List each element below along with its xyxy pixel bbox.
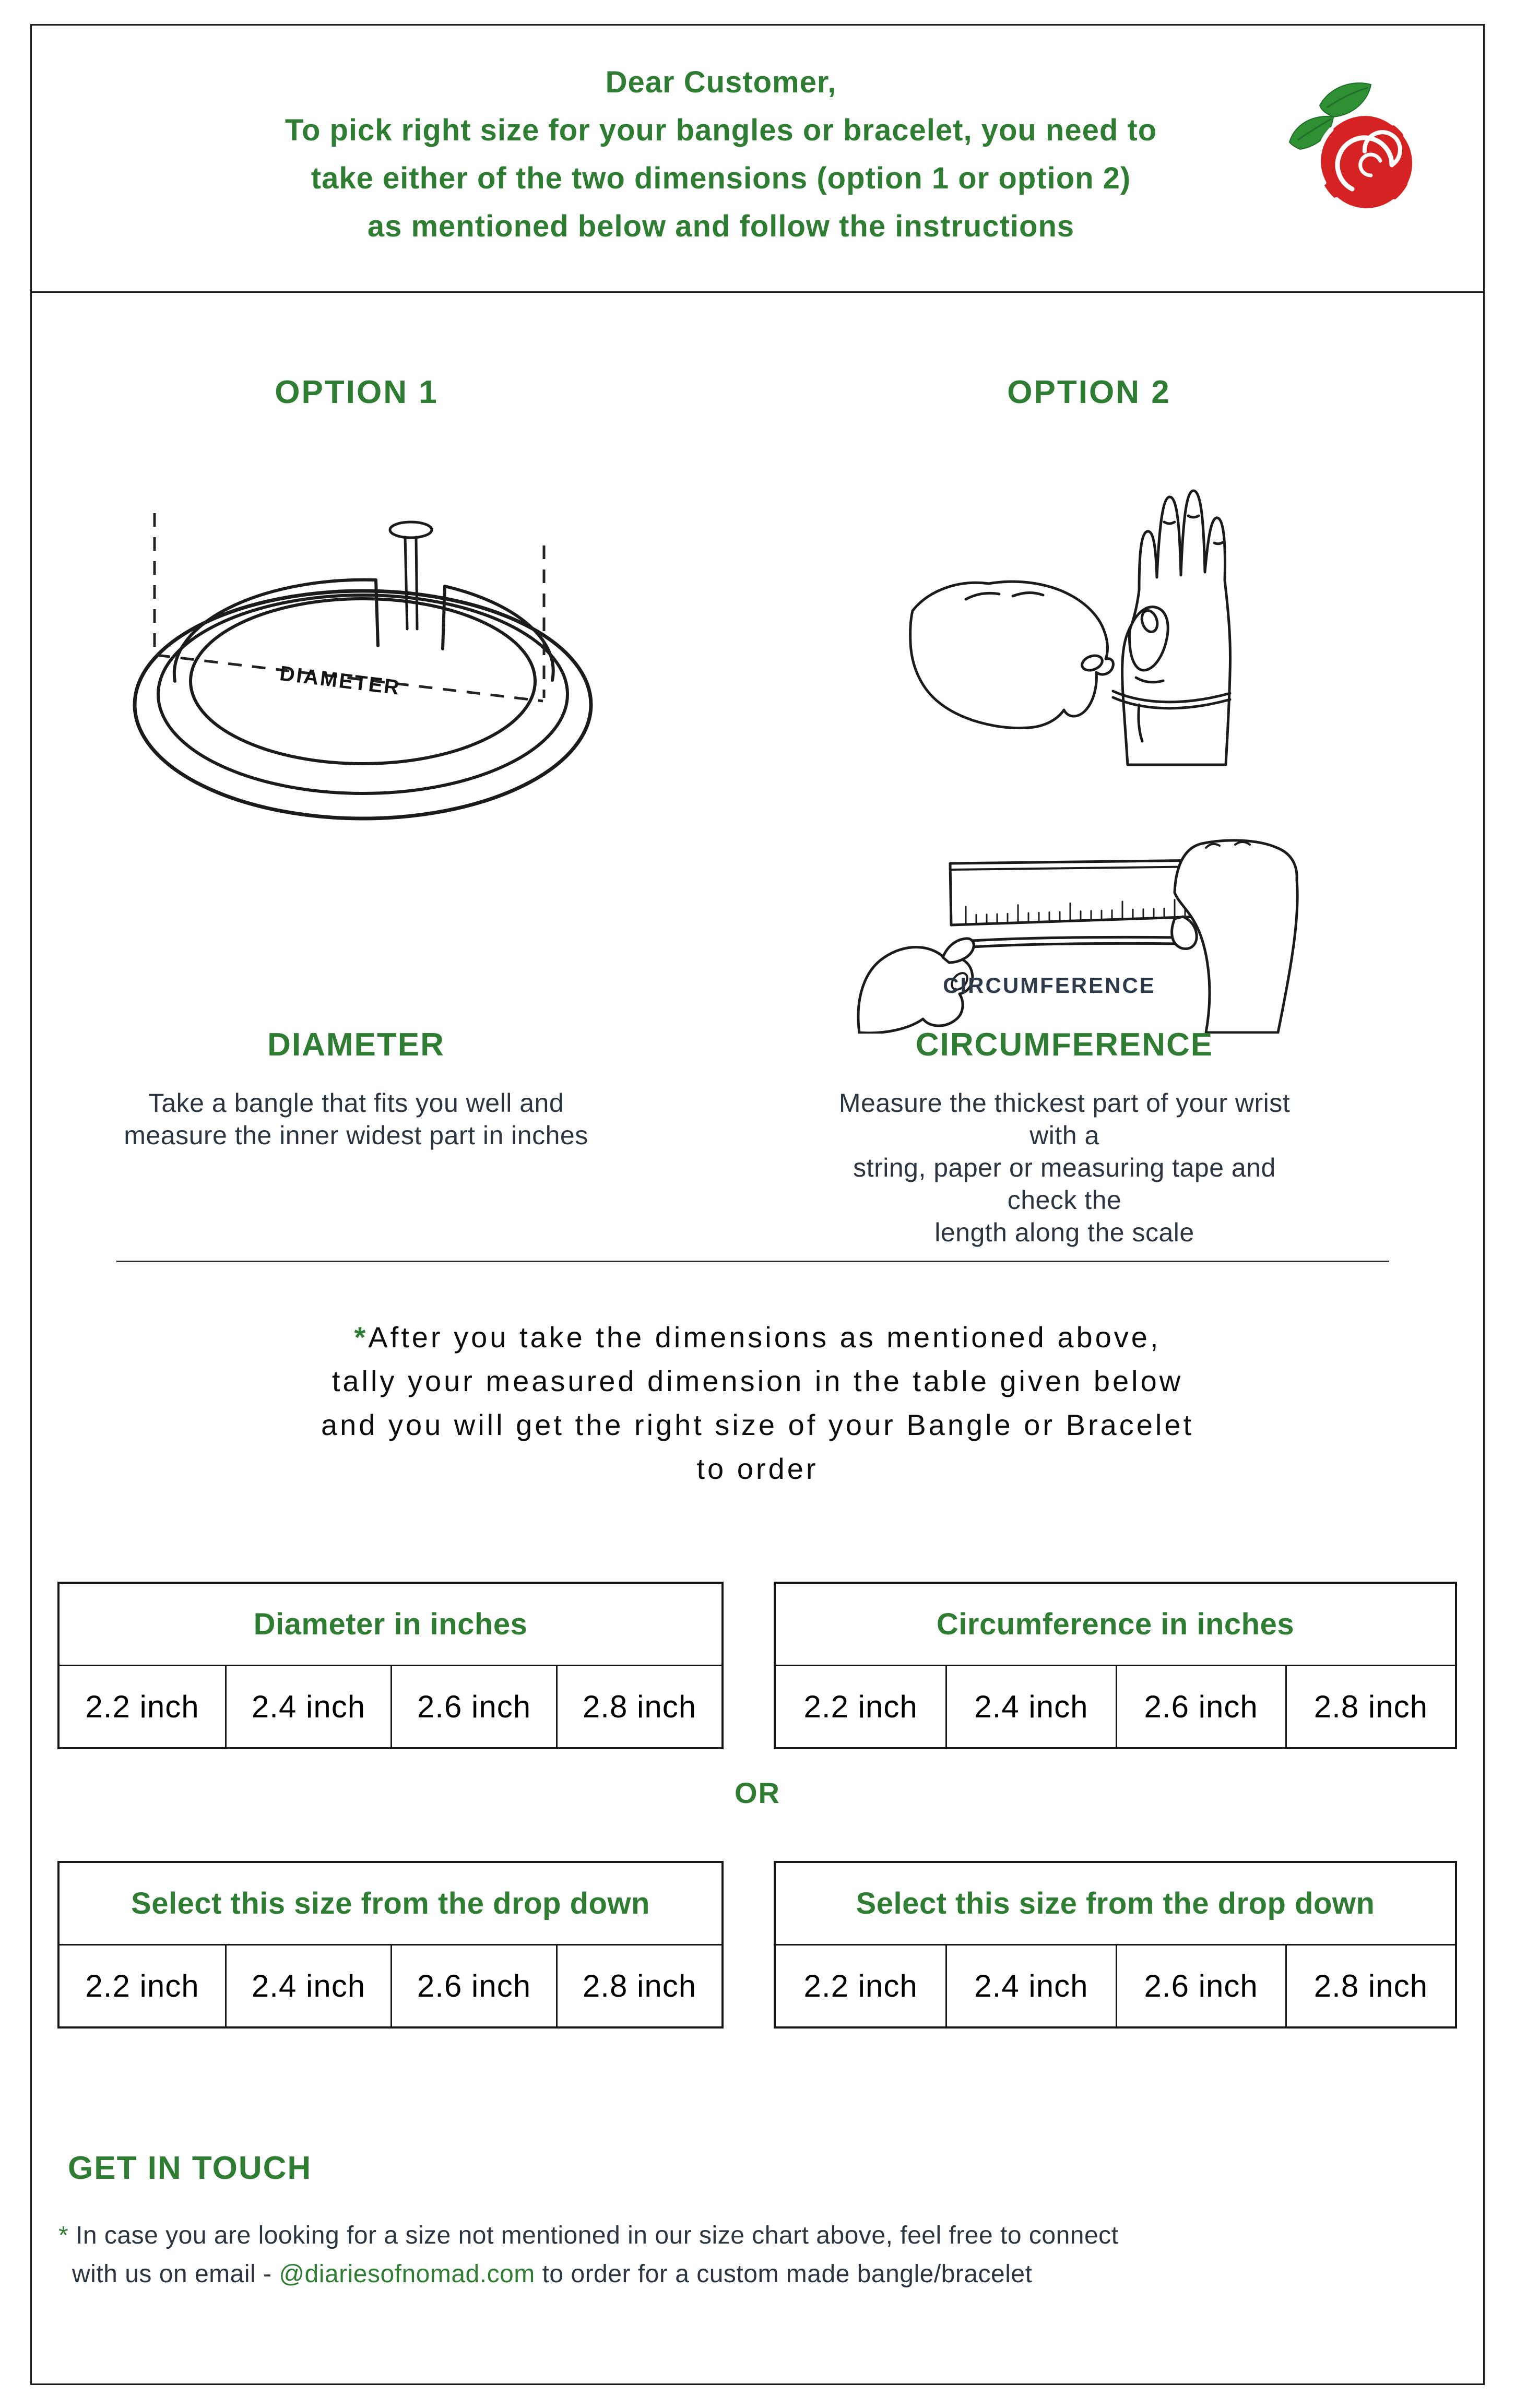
contact-note xyxy=(58,2216,1395,2294)
header-divider xyxy=(30,291,1485,293)
header-line-4: as mentioned below and follow the instructions xyxy=(367,209,1075,243)
size-cell: 2.8 inch xyxy=(556,1666,721,1747)
size-cell: 2.6 inch xyxy=(1116,1666,1285,1747)
header-line-1: Dear Customer, xyxy=(605,65,837,99)
size-cell: 2.2 inch xyxy=(803,1689,918,1724)
mid-divider xyxy=(116,1261,1389,1262)
size-cell: 2.6 inch xyxy=(1116,1946,1285,2026)
circumference-illustration-label: CIRCUMFERENCE xyxy=(943,973,1156,998)
dropdown-table-header: Select this size from the drop down xyxy=(776,1863,1455,1946)
option1-title: OPTION 1 xyxy=(275,374,439,410)
note-asterisk: * xyxy=(354,1321,369,1354)
diameter-description xyxy=(121,1087,591,1152)
circumference-desc-line2: string, paper or measuring tape and check the xyxy=(853,1153,1276,1215)
contact-email-link[interactable]: @diariesofnomad.com xyxy=(279,2260,535,2288)
size-cell: 2.6 inch xyxy=(390,1946,556,2026)
diameter-desc-line1: Take a bangle that fits you well and xyxy=(148,1088,564,1118)
wrist-string-illustration xyxy=(903,459,1258,770)
circumference-desc-line1: Measure the thickest part of your wrist with a xyxy=(838,1088,1291,1150)
size-cell: 2.4 inch xyxy=(225,1666,390,1747)
circumference-desc-line3: length along the scale xyxy=(934,1218,1194,1247)
ruler-circumference-illustration xyxy=(841,830,1326,1036)
option2-title: OPTION 2 xyxy=(1007,374,1171,410)
note-line-4: to order xyxy=(696,1452,819,1485)
size-cell: 2.2 inch xyxy=(85,1968,199,2003)
header-message xyxy=(0,58,1442,251)
header-line-3: take either of the two dimensions (option 1 or option 2) xyxy=(311,161,1131,195)
size-cell: 2.6 inch xyxy=(390,1666,556,1747)
contact-line-1: * In case you are looking for a size not mentioned in our size chart above, feel free to connect xyxy=(58,2222,1119,2249)
diameter-heading: DIAMETER xyxy=(267,1027,445,1063)
size-cell: 2.4 inch xyxy=(945,1666,1115,1747)
note-line-2: tally your measured dimension in the table given below xyxy=(332,1365,1183,1397)
rose-logo-icon xyxy=(1269,73,1425,227)
dropdown-table-header: Select this size from the drop down xyxy=(60,1863,721,1946)
get-in-touch-heading: GET IN TOUCH xyxy=(68,2150,312,2186)
instruction-note xyxy=(0,1315,1515,1491)
size-cell: 2.2 inch xyxy=(803,1968,918,2003)
size-cell: 2.4 inch xyxy=(225,1946,390,2026)
contact-line-2: with us on email - @diariesofnomad.com to order for a custom made bangle/bracelet xyxy=(72,2260,1033,2288)
or-label: OR xyxy=(735,1776,780,1809)
dropdown-size-table-right xyxy=(774,1861,1457,2029)
note-line-1: *After you take the dimensions as mentioned above, xyxy=(354,1321,1161,1354)
header-line-2: To pick right size for your bangles or bracelet, you need to xyxy=(285,113,1157,147)
size-cell: 2.2 inch xyxy=(85,1689,199,1724)
bangle-diameter-illustration xyxy=(125,472,600,830)
size-cell: 2.8 inch xyxy=(556,1946,721,2026)
diameter-size-table xyxy=(57,1582,724,1749)
diameter-table-header: Diameter in inches xyxy=(60,1584,721,1666)
note-line-3: and you will get the right size of your Bangle or Bracelet xyxy=(321,1408,1194,1441)
size-cell: 2.4 inch xyxy=(945,1946,1115,2026)
size-cell: 2.8 inch xyxy=(1285,1946,1455,2026)
circumference-description xyxy=(830,1087,1299,1249)
dropdown-size-table-left xyxy=(57,1861,724,2029)
diameter-illustration-label: DIAMETER xyxy=(278,662,402,700)
string-line xyxy=(972,943,1179,947)
size-cell: 2.8 inch xyxy=(1285,1666,1455,1747)
diameter-desc-line2: measure the inner widest part in inches xyxy=(124,1121,588,1150)
circumference-size-table xyxy=(774,1582,1457,1749)
contact-asterisk: * xyxy=(58,2222,69,2249)
circumference-table-header: Circumference in inches xyxy=(776,1584,1455,1666)
circumference-heading: CIRCUMFERENCE xyxy=(915,1027,1214,1063)
string-line xyxy=(972,937,1179,941)
